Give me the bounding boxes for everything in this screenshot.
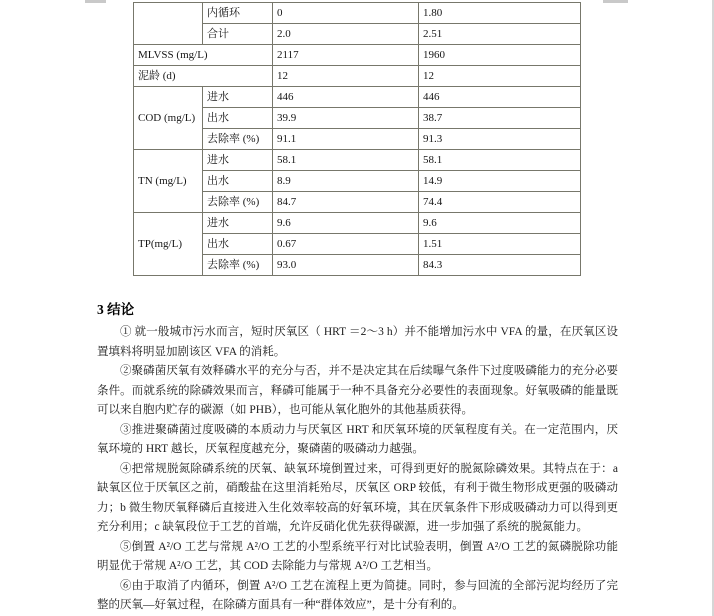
value-cell: 8.9 [273,171,419,192]
value-cell: 91.1 [273,129,419,150]
results-table-container [133,2,581,276]
sub-label-cell: 进水 [203,213,273,234]
conclusion-paragraph-1: ① 就一般城市污水而言，短时厌氧区（ HRT ＝2～3 h）并不能增加污水中 VFA 的量，在厌氧区设置填料将明显加剧该区 VFA 的消耗。 [97,326,618,358]
value-cell: 93.0 [273,255,419,276]
table-row [134,45,581,66]
table-row [134,3,581,24]
sub-label-cell: 出水 [203,234,273,255]
conclusion-paragraph-2: ②聚磷菌厌氧有效释磷水平的充分与否，并不是决定其在后续曝气条件下过度吸磷能力的充分必要条件。而就系统的除磷效果而言，释磷可能属于一种不具备充分必要性的表面现象。好氧吸磷的能量既可以来自胞内贮存的碳源（如 PHB），也可能从氧化胞外的其他基质获得。 [97,365,618,416]
value-cell: 446 [419,87,581,108]
sub-label-cell: 内循环 [203,3,273,24]
page-artifact-top-left [85,0,106,3]
value-cell: 74.4 [419,192,581,213]
value-cell: 446 [273,87,419,108]
table-row [134,213,581,234]
value-cell: 0.67 [273,234,419,255]
conclusion-section [97,301,618,616]
group-label-cell: COD (mg/L) [134,87,203,150]
sub-label-cell: 去除率 (%) [203,192,273,213]
value-cell: 12 [273,66,419,87]
value-cell: 1.51 [419,234,581,255]
sub-label-cell: 出水 [203,171,273,192]
value-cell: 2.51 [419,24,581,45]
conclusion-paragraph-4: ④把常规脱氮除磷系统的厌氧、缺氧环境倒置过来，可得到更好的脱氮除磷效果。其特点在于：a 缺氧区位于厌氧区之前，硝酸盐在这里消耗殆尽，厌氧区 ORP 较低，有利于微生物形成更强的吸磷动力；b 微生物厌氧释磷后直接进入生化效率较高的好氧环境，其在厌氧条件下形成吸磷动力可以得到更充分利用；c 缺氧段位于工艺的首端，允许反硝化优先获得碳源，进一步加强了系统的脱氮能力。 [97,462,618,533]
value-cell: 1960 [419,45,581,66]
group-label-cell: TN (mg/L) [134,150,203,213]
section-heading: 3 结论 [97,302,135,317]
table-row [134,66,581,87]
value-cell: 39.9 [273,108,419,129]
table-row [134,150,581,171]
value-cell: 9.6 [273,213,419,234]
page-artifact-top-right [603,0,628,3]
value-cell: 14.9 [419,171,581,192]
sub-label-cell: 进水 [203,87,273,108]
sub-label-cell: 出水 [203,108,273,129]
group-label-cell: MLVSS (mg/L) [134,45,273,66]
group-label-cell: TP(mg/L) [134,213,203,276]
value-cell: 0 [273,3,419,24]
group-label-cell [134,3,203,45]
value-cell: 1.80 [419,3,581,24]
sub-label-cell: 去除率 (%) [203,129,273,150]
conclusion-paragraph-6: ⑥由于取消了内循环，倒置 A²/O 工艺在流程上更为简捷。同时，参与回流的全部污泥均经历了完整的厌氧—好氧过程，在除磷方面具有一种“群体效应”，是十分有利的。 [97,579,618,611]
sub-label-cell: 去除率 (%) [203,255,273,276]
value-cell: 38.7 [419,108,581,129]
table-row [134,87,581,108]
value-cell: 9.6 [419,213,581,234]
value-cell: 12 [419,66,581,87]
value-cell: 91.3 [419,129,581,150]
value-cell: 58.1 [273,150,419,171]
value-cell: 84.3 [419,255,581,276]
group-label-cell: 泥龄 (d) [134,66,273,87]
value-cell: 2117 [273,45,419,66]
conclusion-paragraph-5: ⑤倒置 A²/O 工艺与常规 A²/O 工艺的小型系统平行对比试验表明，倒置 A²/O 工艺的氮磷脱除功能明显优于常规 A²/O 工艺，其 COD 去除能力与常规 A²/O 工艺相当。 [97,540,618,572]
sub-label-cell: 进水 [203,150,273,171]
value-cell: 2.0 [273,24,419,45]
value-cell: 58.1 [419,150,581,171]
conclusion-paragraph-3: ③推进聚磷菌过度吸磷的本质动力与厌氧区 HRT 和厌氧环境的厌氧程度有关。在一定范围内，厌氧环境的 HRT 越长，厌氧程度越充分，聚磷菌的吸磷动力越强。 [97,423,618,455]
results-table [133,2,581,276]
value-cell: 84.7 [273,192,419,213]
sub-label-cell: 合计 [203,24,273,45]
